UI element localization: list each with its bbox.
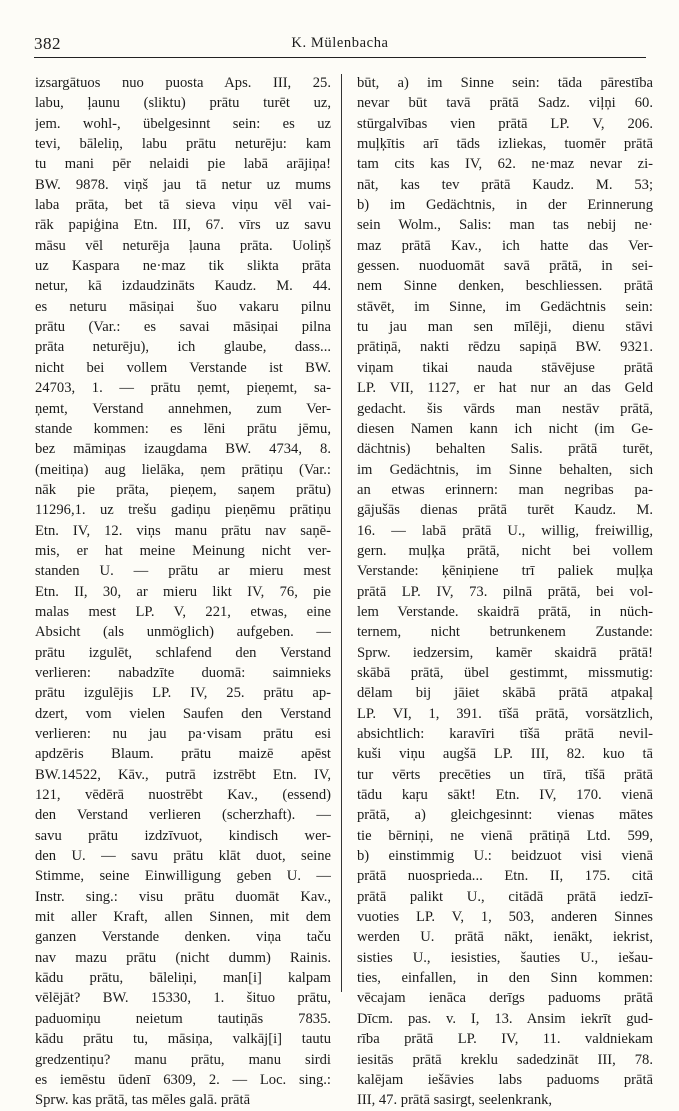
text-line: b) im Gedächtnis, in der Erinnerung (357, 197, 653, 214)
text-line: prātu izgulēt, schlafend den Verstand (35, 644, 331, 661)
text-line: bez māmiņas izaugdama BW. 4734, 8. (35, 441, 331, 458)
text-line: verlieren: nu jau pa·visam prātu esi (35, 726, 331, 742)
text-line: Sprw. iedzersim, kamēr skaidrā prātā! (357, 644, 653, 661)
text-line: tam cits kas IV, 62. ne·maz nevar zi- (357, 156, 653, 173)
text-line: an etwas erinnern: man negribas pa- (357, 481, 653, 498)
column-divider (341, 74, 342, 992)
text-line: es neturu māsiņai šuo vakaru pilnu (35, 298, 331, 315)
text-line: 121, vēdērā nuostrēbt Kav., (essend) (35, 787, 331, 804)
text-line: netur, kā izdaudzināts Kaudz. M. 44. (35, 278, 331, 295)
text-line: ternem, nicht betrunkenem Zustande: (357, 624, 653, 641)
text-line: den U. — savu prātu klāt duot, seine (35, 848, 331, 865)
text-line: laba prāta, bet tā sieva viņu vēl vai- (35, 197, 331, 214)
left-column (35, 73, 331, 1111)
text-line: kuši viņu augšā LP. III, 82. kuo tā (357, 746, 653, 763)
text-line: prātā nuosprieda... Etn. II, 175. citā (357, 868, 653, 885)
right-column (357, 73, 653, 1111)
text-line: sein Wolm., Salis: man tas nebij ne· (357, 217, 653, 234)
text-line: dzert, vom vielen Saufen den Verstand (35, 705, 331, 722)
text-line: prātā, a) gleichgesinnt: vienas mātes (357, 807, 653, 824)
text-line: prāta neturēju), ich glaube, dass... (35, 339, 331, 356)
text-line: nicht bei vollem Verstande ist BW. (35, 359, 331, 376)
text-line: diesen Namen kann ich nicht (im Ge- (357, 420, 653, 437)
text-line: Verstande: ķēniņiene trī paliek muļķa (357, 563, 653, 580)
text-line: nav mazu prātu (nicht dumm) Rainis. (35, 949, 331, 966)
text-line: Dīcm. pas. v. I, 13. Ansim iekrīt gud- (357, 1010, 653, 1027)
text-line: gessen. nuoduomāt savā prātā, in sei- (357, 258, 653, 275)
text-line: BW. 9878. viņš jau tā netur uz mums (35, 176, 331, 193)
text-line: ties, einfallen, in den Sinn kommen: (357, 970, 653, 987)
text-line: gedacht. šis vārds man nestāv prātā, (357, 400, 653, 417)
text-line: sisties U., iesisties, šauties U., iešau- (357, 949, 653, 966)
text-line: absichtlich: karavīri tīšā prātā nevil- (357, 726, 653, 742)
text-line: izsargātuos nuo puosta Aps. III, 25. (35, 75, 331, 91)
text-line: LP. VI, 1, 391. tīšā prātā, vorsätzlich, (357, 705, 653, 722)
text-line: malas mest LP. V, 221, etwas, eine (35, 603, 331, 620)
text-line: prātu (Var.: es savai māsiņai pilna (35, 319, 331, 336)
text-line: 16. — labā prātā U., willig, freiwillig, (357, 522, 653, 539)
text-line: stāvēt, im Sinne, im Gedächtnis sein: (357, 298, 653, 315)
text-line: uz Kaspara ne·maz tik slikta prāta (35, 258, 331, 275)
text-line: BW.14522, Kāv., putrā izstrēbt Etn. IV, (35, 766, 331, 783)
text-line: rība prātā LP. IV, 11. valdniekam (357, 1031, 653, 1048)
running-head: K. Mülenbacha (291, 35, 389, 51)
text-line: gredzentiņu? manu prātu, manu sirdi (35, 1051, 331, 1068)
text-line: nāt, kas tev prātā Kaudz. M. 53; (357, 176, 653, 193)
text-line: maz prātā Kav., ich hatte das Ver- (357, 237, 653, 254)
text-line: prātā palikt U., citādā prātā iedzī- (357, 888, 653, 905)
text-line: Absicht (als unmöglich) aufgeben. — (35, 624, 331, 641)
text-line: stande kommen: es lēni prātu jēmu, (35, 420, 331, 437)
text-line: rāk papiģina Etn. III, 67. vīrs uz savu (35, 217, 331, 234)
text-line: savu prātu izdzīvuot, kindisch wer- (35, 827, 331, 844)
text-line: tādu kaŗu sākt! Etn. IV, 170. vienā (357, 787, 653, 804)
text-line: jem. wohl-, übelgesinnt sein: es uz (35, 115, 331, 132)
text-line: Etn. II, 30, ar mieru likt IV, 76, pie (35, 583, 331, 600)
text-line: vēlējāt? BW. 15330, 1. šituo prātu, (35, 990, 331, 1007)
text-line: prātu izgulējis LP. IV, 25. prātu ap- (35, 685, 331, 702)
text-line: im Gedächtnis, im Sinne behalten, sich (357, 461, 653, 478)
text-line: dēlam bij jāiet skābā prātā atpakaļ (357, 685, 653, 702)
text-line: ganzen Verstande denken. viņa taču (35, 929, 331, 946)
text-line: vēcajam ienāca derīgs paduoms prātā (357, 990, 653, 1007)
text-line: tevi, bāleliņ, labu prātu neturēju: kam (35, 136, 331, 153)
text-line: 11296,1. uz trešu gadiņu pieņēmu prātiņu (35, 502, 331, 519)
text-line: vuoties LP. V, 1, 503, anderen Sinnes (357, 909, 653, 926)
text-line: es iemēstu ūdenī 6309, 2. — Loc. sing.: (35, 1071, 331, 1088)
text-line: kādu prātu tu, māsiņa, valkāj[i] tautu (35, 1031, 331, 1048)
text-line: nem Sinne denken, beschliessen. prātā (357, 278, 653, 295)
text-line: labu, ļaunu (sliktu) prātu turēt uz, (35, 95, 331, 112)
text-line: iesitās prātā kreklu sadedzināt III, 78. (357, 1051, 653, 1068)
text-line: nevar būt tavā prātā Sadz. viļņi 60. (357, 95, 653, 112)
text-line: gern. muļķa prātā, nicht bei vollem (357, 542, 653, 559)
text-line: lem Verstande. skaidrā prātā, in nüch- (357, 603, 653, 620)
text-line: stūrgalvības vien prātā LP. V, 206. (357, 115, 653, 132)
text-line: skābā prātā, übel gestimmt, missmutig: (357, 664, 653, 681)
text-line: muļķītis arī tāds izliekas, tuomēr prātā (357, 136, 653, 153)
text-line: mis, er hat meine Meinung nicht ver- (35, 542, 331, 559)
text-line: 24703, 1. — prātu ņemt, pieņemt, sa- (35, 380, 331, 397)
text-line: mit aller Kraft, allen Sinnen, mit dem (35, 909, 331, 926)
text-line: viņam tikai nauda stāvējuse prātā (357, 359, 653, 376)
text-line: ņemt, Verstand annehmen, zum Ver- (35, 400, 331, 417)
text-line: standen U. — prātu ar mieru mest (35, 563, 331, 580)
text-line: tie bērniņi, ne vienā prātiņā Ltd. 599, (357, 827, 653, 844)
text-line: verlieren: nabadzīte duomā: saimnieks (35, 664, 331, 681)
text-line: Etn. IV, 12. viņs manu prātu nav saņē- (35, 522, 331, 539)
text-line: būt, a) im Sinne sein: tāda pārestība (357, 75, 653, 91)
text-line: prātā LP. IV, 73. pilnā prātā, bei vol- (357, 583, 653, 600)
text-line: kalējam iešāvies labs paduoms prātā (357, 1071, 653, 1088)
text-line: māsu vēl neturēja ļauna prāta. Uoliņš (35, 237, 331, 254)
text-line: apdzēris Blaum. prātu maizē apēst (35, 746, 331, 763)
text-line: tu jau man sen mīlēji, dienu stāvi (357, 319, 653, 336)
text-line: b) einstimmig U.: beidzuot visi vienā (357, 848, 653, 865)
page-header (34, 34, 646, 58)
text-line: werden U. prātā nākt, ienākt, iekrist, (357, 929, 653, 946)
text-line: LP. VII, 1127, er hat nur an das Geld (357, 380, 653, 397)
text-line: tur vērts precēties un tīrā, tīšā prātā (357, 766, 653, 783)
text-line: III, 47. prātā sasirgt, seelenkrank, (357, 1092, 553, 1109)
text-line: gājušās dienas prātā turēt Kaudz. M. (357, 502, 653, 519)
text-line: kādu prātu, bāleliņi, man[i] kalpam (35, 970, 331, 987)
text-line: nāk pie prāta, pieņem, saņem prātu) (35, 481, 331, 498)
text-line: tu mani pēr nelaidi pie labā arājiņa! (35, 156, 331, 173)
text-line: prātiņā, nakti rēdzu sapiņā BW. 9321. (357, 339, 653, 356)
page-number: 382 (34, 34, 61, 53)
header-rule (34, 57, 646, 58)
text-line: paduomiņu neietum tautiņās 7835. (35, 1010, 331, 1027)
text-line: Stimme, seine Einwilligung geben U. — (35, 868, 331, 885)
text-line: dächtnis) behalten Salis. prātā turēt, (357, 441, 653, 458)
text-line: Instr. sing.: visu prātu duomāt Kav., (35, 888, 331, 905)
text-line: (meitiņa) aug lielāka, ņem prātiņu (Var.: (35, 461, 331, 478)
text-line: den Verstand verlieren (scherzhaft). — (35, 807, 331, 824)
text-line: Sprw. kas prātā, tas mēles galā. prātā (35, 1092, 251, 1109)
